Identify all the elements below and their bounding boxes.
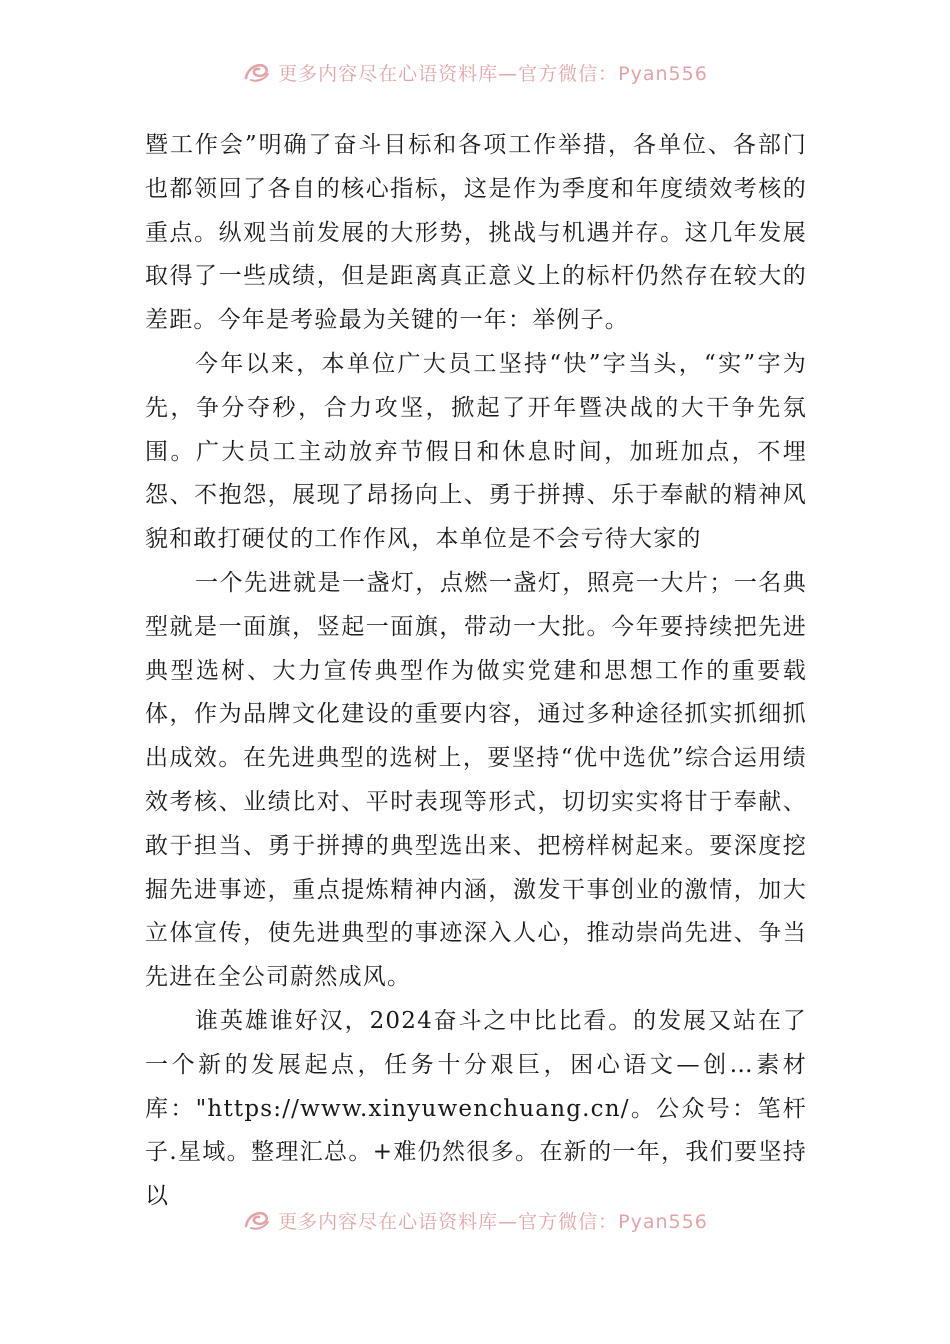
paragraph-2: 今年以来，本单位广大员工坚持“快”字当头，“实”字为先，争分夺秒，合力攻坚，掀起了开年暨决战的大干争先氛围。广大员工主动放弃节假日和休息时间，加班加点，不埋怨、不抱怨，展现了昂扬向上、勇于拼搏、乐于奉献的精神风貌和敢打硬仗的工作作风，本单位是不会亏待大家的: [145, 350, 807, 553]
watermark-text: 更多内容尽在心语资料库—官方微信：Pyan556: [278, 1210, 708, 1233]
paragraph-4: 谁英雄谁好汉，2024奋斗之中比比看。的发展又站在了一个新的发展起点，任务十分艰巨，困心语文—创…素材库："https://www.xinyuwenchuang.cn/。公众号：笔杆子.星域。整理汇总。+难仍然很多。在新的一年，我们要坚持以: [145, 1007, 807, 1210]
footer-watermark: [0, 1200, 950, 1240]
paragraph-3: 一个先进就是一盏灯，点燃一盏灯，照亮一大片；一名典型就是一面旗，竖起一面旗，带动一大批。今年要持续把先进典型选树、大力宣传典型作为做实党建和思想工作的重要载体，作为品牌文化建设的重要内容，通过多种途径抓实抓细抓出成效。在先进典型的选树上，要坚持“优中选优”综合运用绩效考核、业绩比对、平时表现等形式，切切实实将甘于奉献、敢于担当、勇于拼搏的典型选出来、把榜样树起来。要深度挖掘先进事迹，重点提炼精神内涵，激发干事创业的激情，加大立体宣传，使先进典型的事迹深入人心，推动崇尚先进、争当先进在全公司蔚然成风。: [145, 569, 807, 991]
paragraph-1: 暨工作会”明确了奋斗目标和各项工作举措，各单位、各部门也都领回了各自的核心指标，这是作为季度和年度绩效考核的重点。纵观当前发展的大形势，挑战与机遇并存。这几年发展取得了一些成绩，但是距离真正意义上的标杆仍然存在较大的差距。今年是考验最为关键的一年：举例子。: [145, 132, 807, 334]
watermark-text: 更多内容尽在心语资料库—官方微信：Pyan556: [278, 62, 708, 85]
swirl-logo-icon: [242, 60, 272, 84]
document-body: [145, 124, 807, 1219]
swirl-logo-icon: [242, 1208, 272, 1232]
header-watermark: [0, 52, 950, 92]
